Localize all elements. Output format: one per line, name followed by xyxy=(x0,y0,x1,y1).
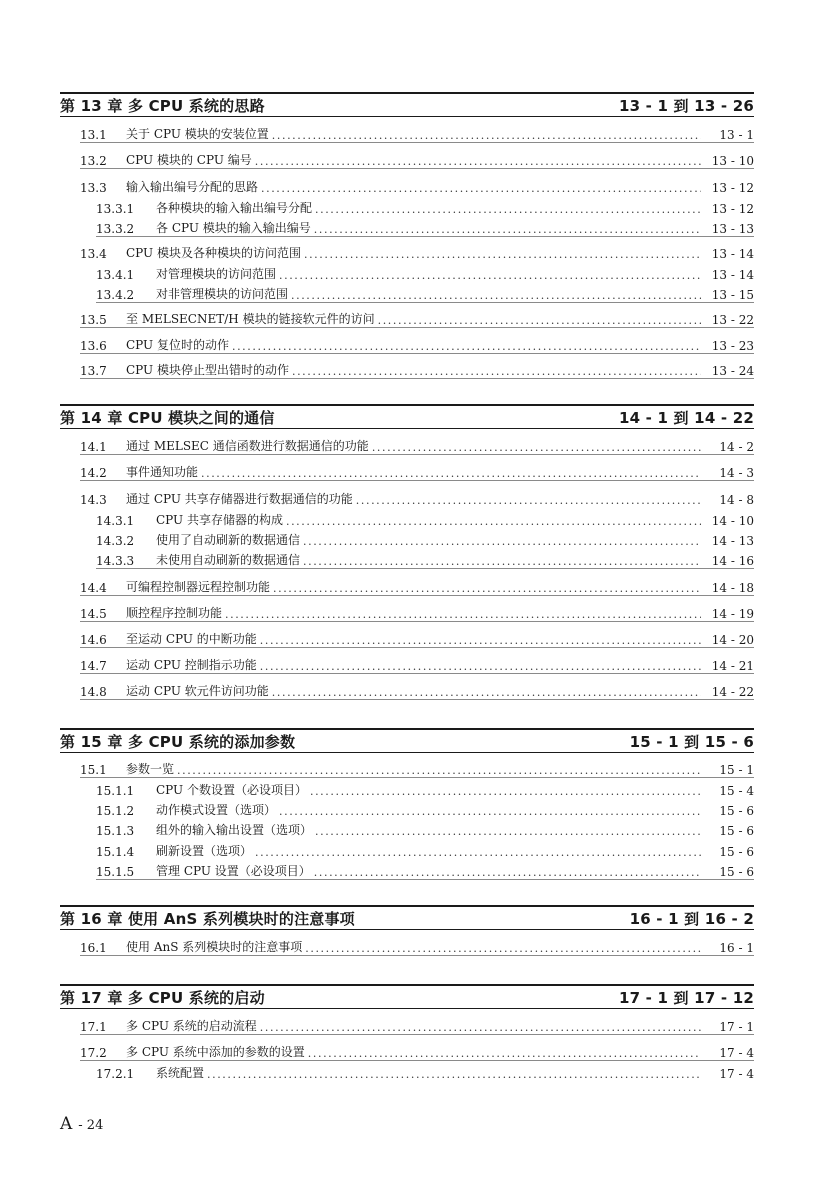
section-page: 15 - 1 xyxy=(719,763,754,777)
dot-leader xyxy=(303,555,701,568)
dot-leader xyxy=(232,340,701,353)
toc-section-entry[interactable] xyxy=(80,759,754,778)
dot-leader xyxy=(292,365,701,378)
dot-leader xyxy=(255,155,701,168)
toc-section-entry[interactable] xyxy=(80,1042,754,1061)
chapter-title[interactable]: 第 13 章 多 CPU 系统的思路 xyxy=(60,97,265,115)
section-page: 17 - 1 xyxy=(719,1020,754,1034)
section-number: 13.4 xyxy=(80,247,107,261)
section-page: 15 - 6 xyxy=(719,865,754,879)
dot-leader xyxy=(303,535,701,548)
section-page: 17 - 4 xyxy=(719,1046,754,1060)
section-title: CPU 共享存储器的构成 xyxy=(156,513,283,527)
section-number: 16.1 xyxy=(80,941,107,955)
chapter-page-range: 17 - 1 到 17 - 12 xyxy=(618,989,754,1007)
section-number: 13.2 xyxy=(80,154,107,168)
section-page: 13 - 1 xyxy=(719,128,754,142)
toc-subsection-entry[interactable] xyxy=(96,550,754,569)
section-number: 17.2 xyxy=(80,1046,107,1060)
chapter-page-range: 16 - 1 到 16 - 2 xyxy=(629,910,754,928)
toc-section-entry[interactable] xyxy=(80,1016,754,1035)
toc-section-entry[interactable] xyxy=(80,436,754,455)
dot-leader xyxy=(310,785,701,798)
section-title: 至运动 CPU 的中断功能 xyxy=(126,632,257,646)
section-title: 运动 CPU 控制指示功能 xyxy=(126,658,257,672)
section-page: 13 - 14 xyxy=(711,268,754,282)
section-page: 13 - 12 xyxy=(711,202,754,216)
section-number: 13.5 xyxy=(80,313,107,327)
section-page: 15 - 6 xyxy=(719,824,754,838)
section-title: 输入输出编号分配的思路 xyxy=(126,180,259,194)
toc-section-entry[interactable] xyxy=(80,309,754,328)
dot-leader xyxy=(261,182,701,195)
dot-leader xyxy=(260,660,701,673)
chapter-page-range: 13 - 1 到 13 - 26 xyxy=(618,97,754,115)
section-title: 动作模式设置（选项） xyxy=(156,803,277,817)
toc-subsection-entry[interactable] xyxy=(96,780,754,798)
section-number: 15.1.4 xyxy=(96,845,135,859)
section-number: 14.8 xyxy=(80,685,107,699)
section-title: 刷新设置（选项） xyxy=(156,844,253,858)
section-page: 14 - 19 xyxy=(711,607,754,621)
section-page: 16 - 1 xyxy=(719,941,754,955)
section-page: 15 - 4 xyxy=(719,784,754,798)
section-number: 14.3.1 xyxy=(96,514,135,528)
section-page: 14 - 3 xyxy=(719,466,754,480)
section-title: 多 CPU 系统的启动流程 xyxy=(126,1019,257,1033)
section-page: 14 - 18 xyxy=(711,581,754,595)
section-page: 13 - 13 xyxy=(711,222,754,236)
section-title: 组外的输入输出设置（选项） xyxy=(156,823,313,837)
dot-leader xyxy=(225,608,701,621)
toc-subsection-entry[interactable] xyxy=(96,820,754,838)
section-page: 13 - 24 xyxy=(711,364,754,378)
section-number: 13.4.1 xyxy=(96,268,135,282)
toc-section-entry[interactable] xyxy=(80,937,754,956)
section-number: 15.1.1 xyxy=(96,784,135,798)
section-page: 13 - 12 xyxy=(711,181,754,195)
chapter-header xyxy=(60,404,754,427)
chapter-header xyxy=(60,728,754,751)
dot-leader xyxy=(314,223,701,236)
section-title: 至 MELSECNET/H 模块的链接软元件的访问 xyxy=(126,312,375,326)
section-number: 17.2.1 xyxy=(96,1067,135,1081)
dot-leader xyxy=(201,467,701,480)
toc-section-entry[interactable] xyxy=(80,681,754,700)
toc-section-entry[interactable] xyxy=(80,577,754,596)
section-title: 通过 MELSEC 通信函数进行数据通信的功能 xyxy=(126,439,369,453)
toc-subsection-entry[interactable] xyxy=(96,264,754,282)
section-title: 事件通知功能 xyxy=(126,465,199,479)
section-number: 13.6 xyxy=(80,339,107,353)
section-number: 17.1 xyxy=(80,1020,107,1034)
section-number: 14.2 xyxy=(80,466,107,480)
chapter-header xyxy=(60,92,754,115)
toc-subsection-entry[interactable] xyxy=(96,861,754,880)
section-title: 各种模块的输入输出编号分配 xyxy=(156,201,313,215)
toc-subsection-entry[interactable] xyxy=(96,841,754,859)
chapter-title[interactable]: 第 16 章 使用 AnS 系列模块时的注意事项 xyxy=(60,910,355,928)
dot-leader xyxy=(177,764,701,777)
toc-section-entry[interactable] xyxy=(80,462,754,481)
section-number: 15.1.5 xyxy=(96,865,135,879)
toc-section-entry[interactable] xyxy=(80,603,754,622)
chapter-title[interactable]: 第 14 章 CPU 模块之间的通信 xyxy=(60,409,275,427)
dot-leader xyxy=(279,805,701,818)
footer-letter: A xyxy=(60,1114,73,1134)
section-title: CPU 个数设置（必设项目） xyxy=(156,783,307,797)
section-number: 14.5 xyxy=(80,607,107,621)
section-title: 各 CPU 模块的输入输出编号 xyxy=(156,221,311,235)
section-number: 14.3 xyxy=(80,493,107,507)
dot-leader xyxy=(207,1068,701,1081)
dot-leader xyxy=(372,441,701,454)
section-page: 13 - 10 xyxy=(711,154,754,168)
toc-section-entry[interactable] xyxy=(80,360,754,379)
section-title: 系统配置 xyxy=(156,1066,205,1080)
toc-subsection-entry[interactable] xyxy=(96,530,754,548)
section-title: 可编程控制器远程控制功能 xyxy=(126,580,271,594)
dot-leader xyxy=(304,248,701,261)
section-page: 14 - 2 xyxy=(719,440,754,454)
dot-leader xyxy=(260,634,701,647)
section-page: 13 - 22 xyxy=(711,313,754,327)
chapter-title[interactable]: 第 15 章 多 CPU 系统的添加参数 xyxy=(60,733,296,751)
section-number: 14.3.2 xyxy=(96,534,135,548)
section-title: 多 CPU 系统中添加的参数的设置 xyxy=(126,1045,305,1059)
section-title: 未使用自动刷新的数据通信 xyxy=(156,553,301,567)
chapter-page-range: 14 - 1 到 14 - 22 xyxy=(618,409,754,427)
section-number: 13.7 xyxy=(80,364,107,378)
dot-leader xyxy=(260,1021,701,1034)
toc-section-entry[interactable] xyxy=(80,124,754,143)
dot-leader xyxy=(356,494,701,507)
section-title: 顺控程序控制功能 xyxy=(126,606,223,620)
section-number: 15.1 xyxy=(80,763,107,777)
section-number: 14.1 xyxy=(80,440,107,454)
dot-leader xyxy=(308,1047,701,1060)
dot-leader xyxy=(315,825,701,838)
dot-leader xyxy=(279,269,701,282)
section-title: CPU 模块的 CPU 编号 xyxy=(126,153,252,167)
toc-subsection-entry[interactable] xyxy=(96,198,754,216)
dot-leader xyxy=(378,314,701,327)
dot-leader xyxy=(314,866,701,879)
section-number: 14.6 xyxy=(80,633,107,647)
chapter-header xyxy=(60,984,754,1007)
toc-section-entry[interactable] xyxy=(80,629,754,648)
section-number: 15.1.2 xyxy=(96,804,135,818)
section-page: 14 - 21 xyxy=(711,659,754,673)
chapter-header xyxy=(60,905,754,928)
toc-subsection-entry[interactable] xyxy=(96,218,754,237)
section-page: 13 - 14 xyxy=(711,247,754,261)
dot-leader xyxy=(286,515,701,528)
section-title: 管理 CPU 设置（必设项目） xyxy=(156,864,311,878)
dot-leader xyxy=(291,289,701,302)
toc-subsection-entry[interactable] xyxy=(96,800,754,818)
toc-subsection-entry[interactable] xyxy=(96,510,754,528)
dot-leader xyxy=(305,942,701,955)
section-page: 14 - 8 xyxy=(719,493,754,507)
section-number: 14.4 xyxy=(80,581,107,595)
section-number: 13.4.2 xyxy=(96,288,135,302)
dot-leader xyxy=(272,686,701,699)
section-title: 通过 CPU 共享存储器进行数据通信的功能 xyxy=(126,492,353,506)
page-footer xyxy=(60,1114,103,1134)
section-page: 14 - 20 xyxy=(711,633,754,647)
toc-section-entry[interactable] xyxy=(80,177,754,195)
section-page: 13 - 15 xyxy=(711,288,754,302)
section-page: 15 - 6 xyxy=(719,845,754,859)
footer-page-number: - 24 xyxy=(78,1118,104,1133)
section-title: CPU 模块及各种模块的访问范围 xyxy=(126,246,301,260)
toc-subsection-entry[interactable] xyxy=(96,1063,754,1081)
dot-leader xyxy=(255,846,701,859)
section-number: 13.3 xyxy=(80,181,107,195)
dot-leader xyxy=(315,203,701,216)
chapter-title[interactable]: 第 17 章 多 CPU 系统的启动 xyxy=(60,989,265,1007)
dot-leader xyxy=(273,582,701,595)
toc-section-entry[interactable] xyxy=(80,655,754,674)
section-title: 对非管理模块的访问范围 xyxy=(156,287,289,301)
section-number: 13.3.2 xyxy=(96,222,135,236)
section-page: 15 - 6 xyxy=(719,804,754,818)
toc-section-entry[interactable] xyxy=(80,150,754,169)
toc-subsection-entry[interactable] xyxy=(96,284,754,303)
section-title: 关于 CPU 模块的安装位置 xyxy=(126,127,269,141)
section-title: 运动 CPU 软元件访问功能 xyxy=(126,684,269,698)
section-page: 14 - 22 xyxy=(711,685,754,699)
section-number: 14.3.3 xyxy=(96,554,135,568)
chapter-page-range: 15 - 1 到 15 - 6 xyxy=(629,733,754,751)
section-title: 使用 AnS 系列模块时的注意事项 xyxy=(126,940,303,954)
section-page: 14 - 13 xyxy=(711,534,754,548)
section-number: 13.3.1 xyxy=(96,202,135,216)
section-title: CPU 复位时的动作 xyxy=(126,338,229,352)
section-title: CPU 模块停止型出错时的动作 xyxy=(126,363,289,377)
section-page: 14 - 16 xyxy=(711,554,754,568)
section-title: 对管理模块的访问范围 xyxy=(156,267,277,281)
section-number: 13.1 xyxy=(80,128,107,142)
dot-leader xyxy=(272,129,701,142)
section-number: 14.7 xyxy=(80,659,107,673)
section-title: 参数一览 xyxy=(126,762,175,776)
section-page: 14 - 10 xyxy=(711,514,754,528)
section-page: 13 - 23 xyxy=(711,339,754,353)
section-title: 使用了自动刷新的数据通信 xyxy=(156,533,301,547)
toc-section-entry[interactable] xyxy=(80,243,754,261)
section-page: 17 - 4 xyxy=(719,1067,754,1081)
toc-section-entry[interactable] xyxy=(80,335,754,354)
section-number: 15.1.3 xyxy=(96,824,135,838)
toc-section-entry[interactable] xyxy=(80,489,754,507)
